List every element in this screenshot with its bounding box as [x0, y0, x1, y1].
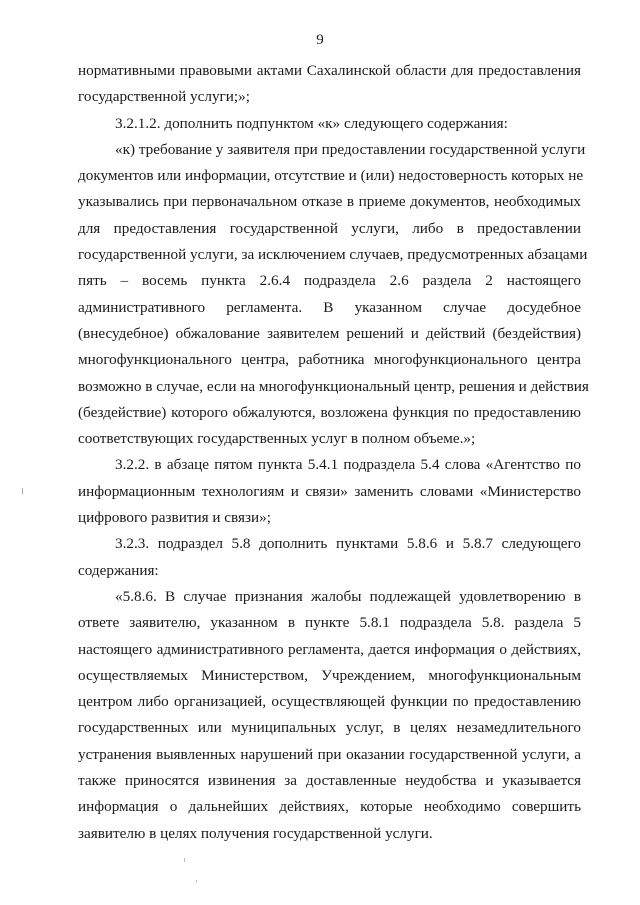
text-line: государственных или муниципальных услуг, в целях незамедлительного — [78, 719, 581, 737]
text-line: информационным технологиям и связи» заменить словами «Министерство — [78, 482, 581, 500]
text-line: информация о дальнейших действиях, которые необходимо совершить — [78, 798, 581, 816]
page-number: 9 — [316, 32, 324, 48]
text-line: также приносятся извинения за доставленные неудобства и указывается — [78, 772, 581, 790]
text-line: ответе заявителю, указанном в пункте 5.8.1 подраздела 5.8. раздела 5 — [78, 614, 581, 632]
text-line: центром либо организацией, осуществляющей функции по предоставлению — [78, 693, 581, 711]
text-line: (бездействие) которого обжалуются, возложена функция по предоставлению — [78, 403, 581, 421]
text-line: соответствующих государственных услуг в полном объеме.»; — [78, 430, 476, 448]
text-line: осуществляемых Министерством, Учреждением, многофункциональным — [78, 666, 581, 684]
text-line: «к) требование у заявителя при предоставлении государственной услуги — [115, 140, 586, 158]
text-line: цифрового развития и связи»; — [78, 509, 271, 527]
text-line: возможно в случае, если на многофункциональный центр, решения и действия — [78, 377, 589, 395]
text-line: государственной услуги, за исключением случаев, предусмотренных абзацами — [78, 246, 588, 264]
document-body — [78, 58, 589, 847]
text-line: (внесудебное) обжалование заявителем решений и действий (бездействия) — [78, 324, 581, 342]
text-line: настоящего административного регламента, дается информация о действиях, — [78, 640, 581, 658]
text-line: нормативными правовыми актами Сахалинской области для предоставления — [78, 62, 581, 79]
text-line: указывались при первоначальном отказе в приеме документов, необходимых — [78, 193, 581, 211]
text-line: административного регламента. В указанном случае досудебное — [78, 298, 581, 316]
text-line: 3.2.1.2. дополнить подпунктом «к» следующего содержания: — [115, 114, 508, 132]
text-line: заявителю в целях получения государственной услуги. — [78, 824, 433, 842]
text-line: 3.2.3. подраздел 5.8 дополнить пунктами 5.8.6 и 5.8.7 следующего — [115, 535, 581, 553]
text-line: многофункционального центра, работника многофункционального центра — [78, 351, 581, 369]
scan-mark — [22, 488, 23, 494]
text-line: государственной услуги;»; — [78, 88, 250, 106]
text-line: 3.2.2. в абзаце пятом пункта 5.4.1 подраздела 5.4 слова «Агентство по — [115, 456, 581, 474]
text-line: пять – восемь пункта 2.6.4 подраздела 2.6 раздела 2 настоящего — [78, 272, 581, 290]
text-line: документов или информации, отсутствие и (или) недостоверность которых не — [78, 167, 584, 185]
text-line: содержания: — [78, 561, 159, 579]
scan-mark — [184, 858, 185, 862]
text-line: для предоставления государственной услуги, либо в предоставлении — [78, 219, 581, 237]
text-line: «5.8.6. В случае признания жалобы подлежащей удовлетворению в — [115, 587, 581, 605]
text-line: устранения выявленных нарушений при оказании государственной услуги, а — [78, 745, 581, 763]
scan-mark — [196, 880, 197, 883]
